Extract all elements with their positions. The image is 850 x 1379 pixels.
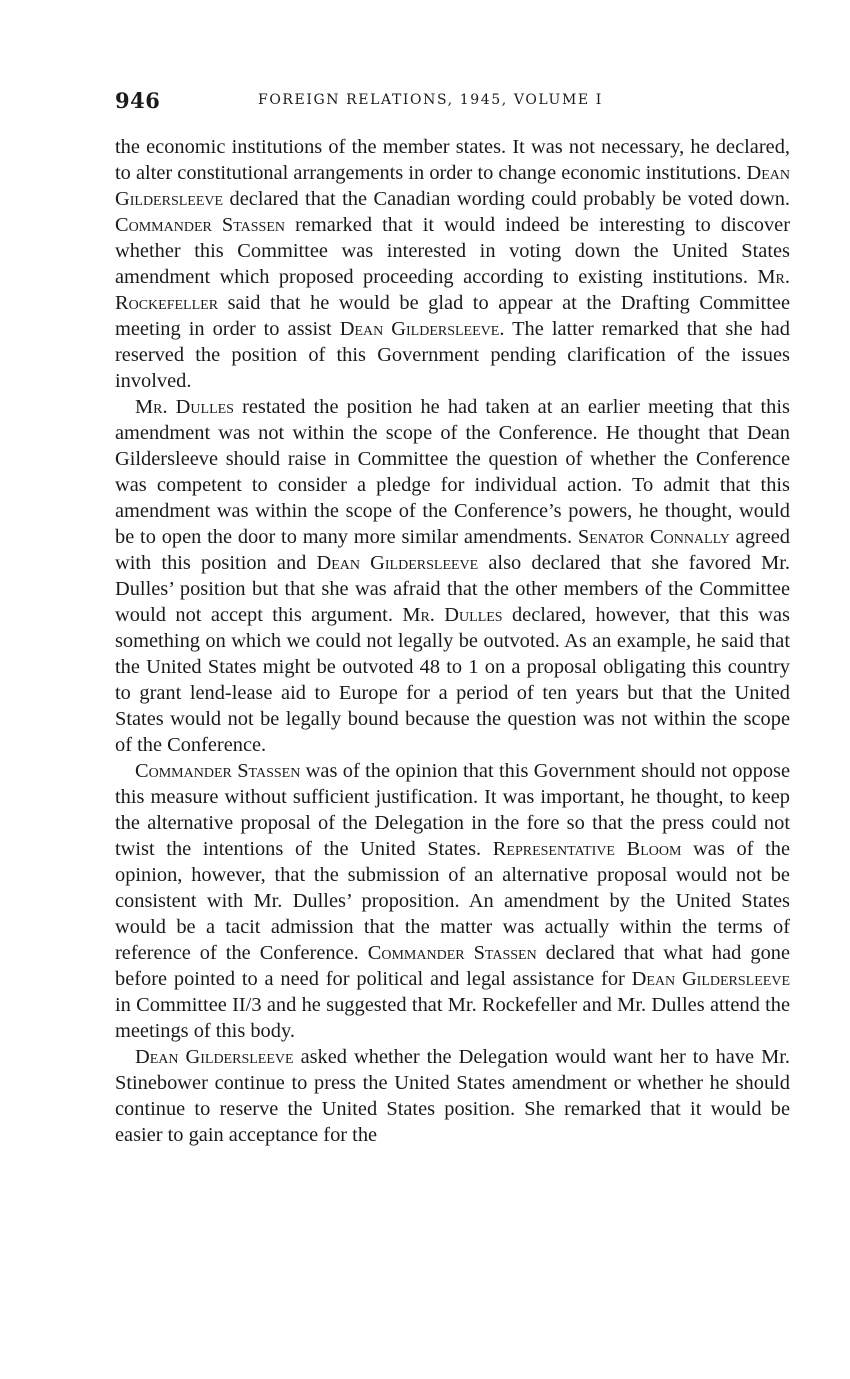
speaker-name: Dean Gildersleeve [115, 162, 790, 210]
speaker-name: Mr. Dulles [402, 604, 503, 626]
page-number: 946 [115, 88, 161, 113]
text-run: also declared that she favored Mr. Dulles’ position but that she was afraid that the other members of the Committee would not accept this argument. [115, 552, 790, 626]
text-run: the economic institutions of the member states. It was not necessary, he declared, to alter constitutional arrangements in order to change economic institutions. [115, 136, 790, 184]
speaker-name: Senator Connally [577, 526, 730, 548]
speaker-name: Mr. Dulles [135, 396, 234, 418]
text-run: restated the position he had taken at an earlier meeting that this amendment was not within the scope of the Conference. He thought that Dean Gildersleeve should raise in Committee the question of whether the Conference was competent to consider a pledge for individual action. To admit that this amendment was within the scope of the Conference’s powers, he thought, would be to open the door to many more similar amendments. [115, 396, 790, 548]
text-run: declared, however, that this was something on which we could not legally be outvoted. As an example, he said that the United States might be outvoted 48 to 1 on a proposal obligating this country to grant lend-lease aid to Europe for a period of ten years but that the United States would not be legally bound because the question was not within the scope of the Conference. [115, 604, 790, 756]
text-run: agreed with this position and [115, 526, 790, 574]
text-run: was of the opinion that this Government should not oppose this measure without sufficient justification. It was important, he thought, to keep the alternative proposal of the Delegation in the fore so that the press could not twist the intentions of the United States. [115, 760, 790, 860]
speaker-name: Dean Gildersleeve [339, 318, 500, 340]
text-run: . The latter remarked that she had reserved the position of this Government pending clarification of the issues involved. [115, 318, 790, 392]
text-run: asked whether the Delegation would want her to have Mr. Stinebower continue to press the United States amendment or whether he should continue to reserve the United States position. She remarked that it would be easier to gain acceptance for the [115, 1046, 791, 1146]
text-run: remarked that it would indeed be interesting to discover whether this Committee was interested in voting down the United States amendment which proposed proceeding according to existing institutions. [115, 214, 791, 288]
speaker-name: Mr. Rockefeller [115, 266, 790, 314]
text-run: said that he would be glad to appear at the Drafting Committee meeting in order to assist [115, 292, 790, 340]
speaker-name: Dean Gildersleeve [631, 968, 791, 990]
text-run: in Committee II/3 and he suggested that Mr. Rockefeller and Mr. Dulles attend the meetings of this body. [115, 994, 790, 1042]
page-header [115, 88, 790, 122]
speaker-name: Dean Gildersleeve [135, 1046, 294, 1068]
speaker-name: Commander Stassen [367, 942, 537, 964]
paragraph [115, 134, 790, 394]
text-run: declared that the Canadian wording could probably be voted down. [223, 188, 790, 210]
text-run: declared that what had gone before pointed to a need for political and legal assistance for [115, 942, 791, 990]
paragraph [115, 394, 790, 758]
speaker-name: Dean Gildersleeve [316, 552, 479, 574]
paragraph [115, 758, 790, 1044]
body-text [115, 134, 790, 1148]
paragraph [115, 1044, 790, 1148]
text-run: was of the opinion, however, that the submission of an alternative proposal would not be consistent with Mr. Dulles’ proposition. An amendment by the United States would be a tacit admission that the matter was actually within the terms of reference of the Conference. [115, 838, 790, 964]
running-head: FOREIGN RELATIONS, 1945, VOLUME I [258, 92, 603, 108]
document-page [115, 88, 790, 1148]
speaker-name: Commander Stassen [135, 760, 301, 782]
speaker-name: Representative Bloom [492, 838, 682, 860]
speaker-name: Commander Stassen [115, 214, 286, 236]
